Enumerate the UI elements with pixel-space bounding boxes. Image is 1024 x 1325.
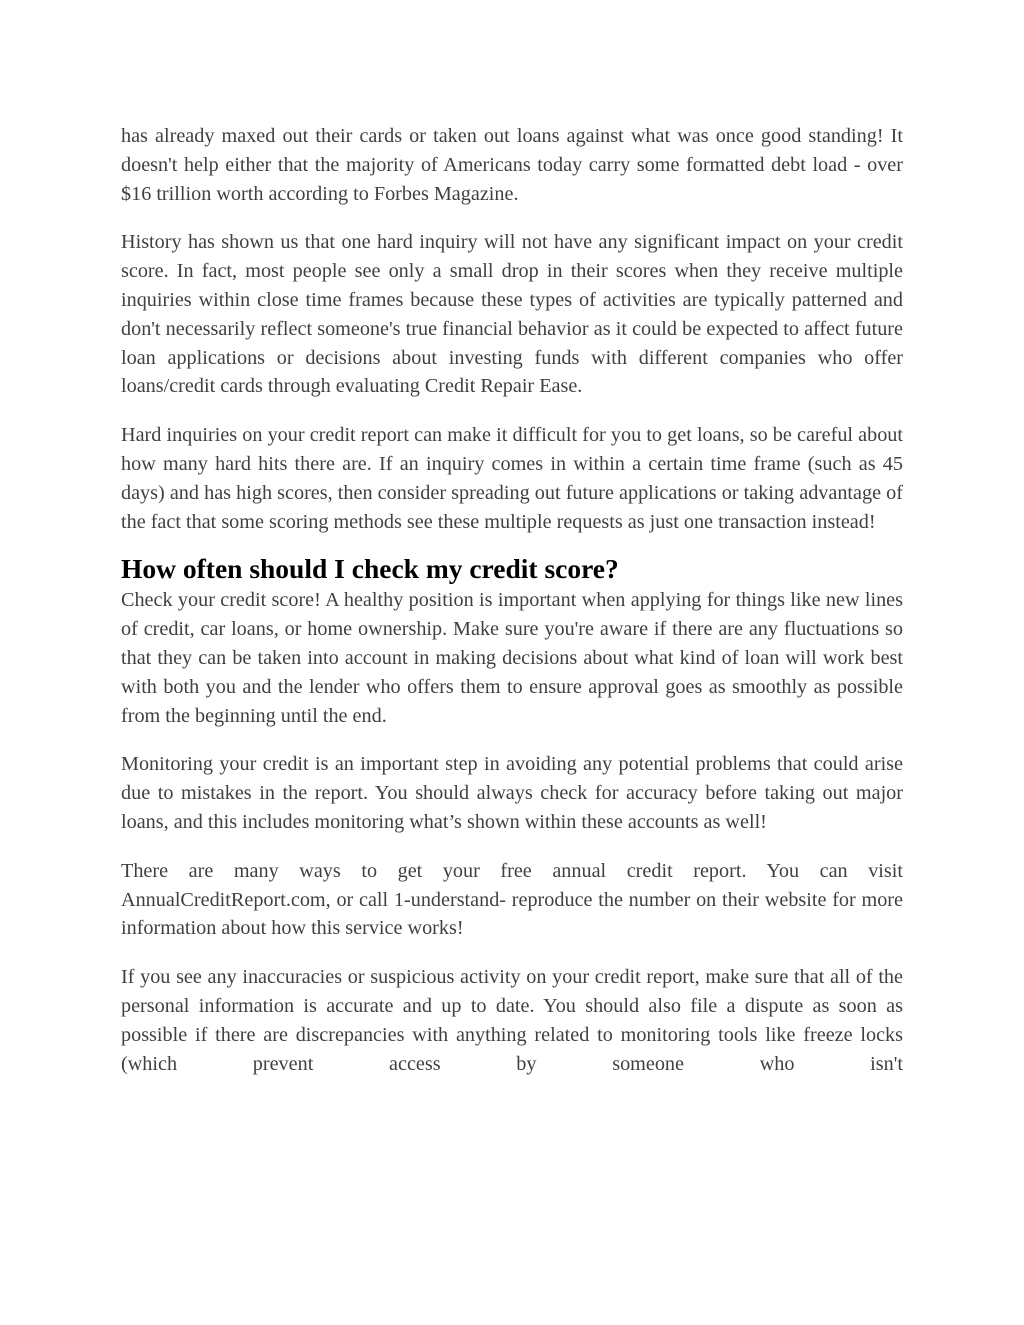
document-page — [121, 122, 903, 1078]
credit-check-section — [121, 586, 903, 1078]
intro-section — [121, 122, 903, 536]
body-paragraph: There are many ways to get your free annual credit report. You can visit AnnualCreditReport.com, or call 1-understand- reproduce the number on their website for more information about how this service works! — [121, 859, 903, 940]
body-paragraph: has already maxed out their cards or taken out loans against what was once good standing! It doesn't help either that the majority of Americans today carry some formatted debt load - over $16 trillion worth according to Forbes Magazine. — [121, 125, 903, 205]
body-paragraph: Check your credit score! A healthy position is important when applying for things like new lines of credit, car loans, or home ownership. Make sure you're aware if there are any fluctuations so that they can be taken into account in making decisions about what kind of loan will work best with both you and the lender who offers them to ensure approval goes as smoothly as possible from the beginning until the end. — [121, 589, 903, 727]
body-paragraph: Monitoring your credit is an important step in avoiding any potential problems that could arise due to mistakes in the report. You should always check for accuracy before taking out major loans, and this includes monitoring what’s shown within these accounts as well! — [121, 753, 903, 833]
body-paragraph: If you see any inaccuracies or suspicious activity on your credit report, make sure that all of the personal information is accurate and up to date. You should also file a dispute as soon as possible if there are discrepancies with anything related to monitoring tools like freeze locks (which prevent access by someone who isn't — [121, 966, 903, 1075]
body-paragraph: Hard inquiries on your credit report can make it difficult for you to get loans, so be careful about how many hard hits there are. If an inquiry comes in within a certain time frame (such as 45 days) and has high scores, then consider spreading out future applications or taking advantage of the fact that some scoring methods see these multiple requests as just one transaction instead! — [121, 424, 903, 533]
section-heading: How often should I check my credit score? — [121, 553, 619, 585]
body-paragraph: History has shown us that one hard inquiry will not have any significant impact on your credit score. In fact, most people see only a small drop in their scores when they receive multiple inquiries within close time frames because these types of activities are typically patterned and don't necessarily reflect someone's true financial behavior as it could be expected to affect future loan applications or decisions about investing funds with different companies who offer loans/credit cards through evaluating Credit Repair Ease. — [121, 231, 903, 398]
